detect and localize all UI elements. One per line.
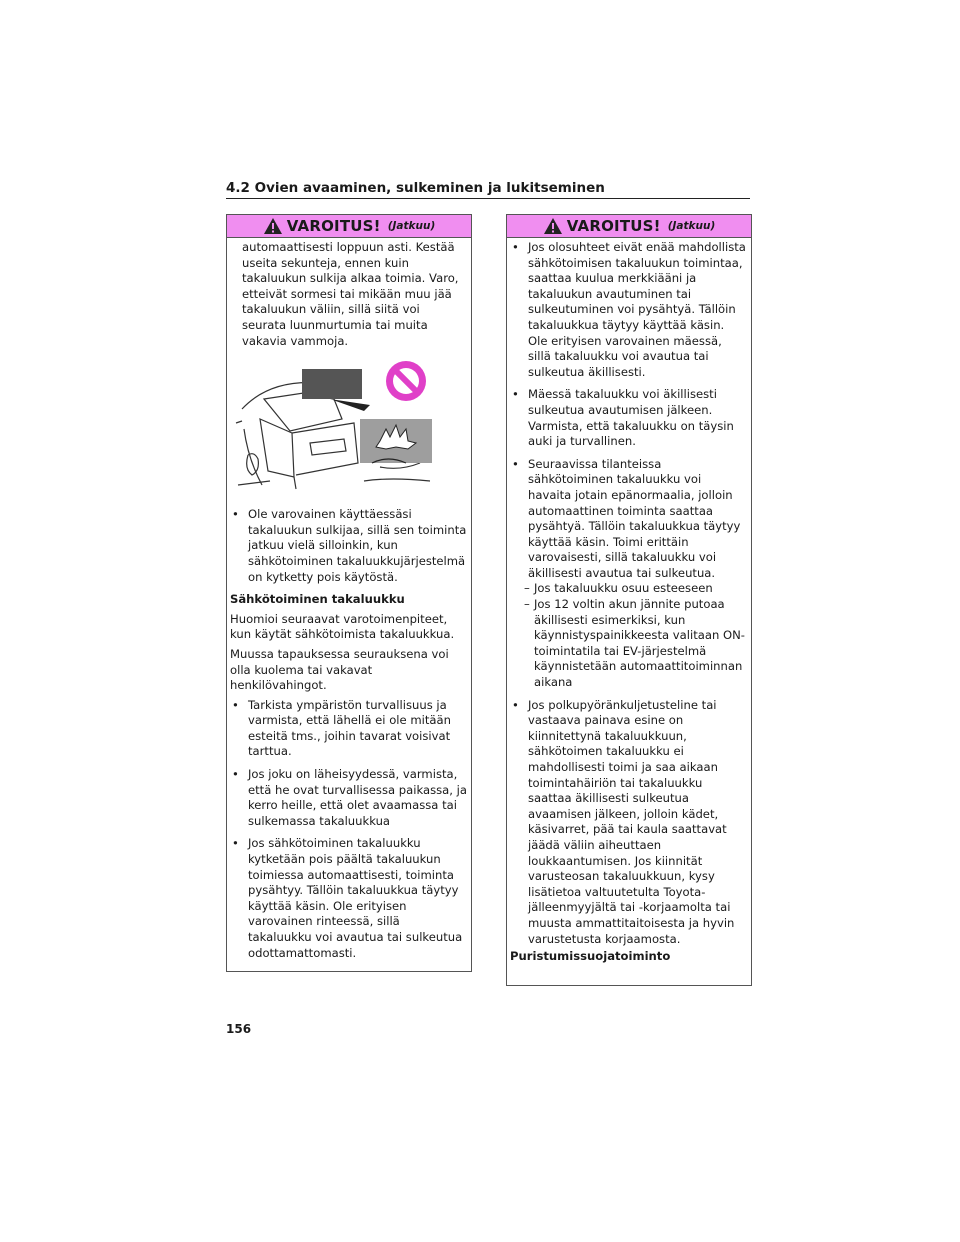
warning-title: VAROITUS! [566, 217, 661, 235]
right-bullet-3: • Seuraavissa tilanteissa sähkötoiminen takaluukku voi havaita jotain epänormaalia, jolloin automaattinen toiminta saattaa pysähtyä. Tällöin takaluukkua täytyy käyttää käsin. Toimi erittäin varovaisesti, sillä takaluukku voi äkillisesti avautua tai sulkeutua. [510, 457, 747, 582]
dash-item-2: – Jos 12 voltin akun jännite putoaa äkillisesti esimerkiksi, kun käynnistyspainikkeesta valitaan ON-toimintatila tai EV-järjestelmä käynnistetään automaattitoiminnan aikana [524, 597, 745, 690]
left-bullet-3: • Jos joku on läheisyydessä, varmista, että he ovat turvallisessa paikassa, ja kerro heille, että olet avaamassa tai sulkemassa takaluukkua [230, 767, 467, 829]
right-bullet-4: • Jos polkupyöränkuljetusteline tai vastaava painava esine on kiinnitettynä takaluukkuun, sähkötoimen takaluukku ei mahdollisesti toimi ja saa aikaan toimintahäiriön tai takaluukku saattaa äkillisesti sulkeutua avaamisen jälkeen, jolloin kädet, käsivarret, pää tai kaula saattavat jäädä väliin aiheuttaen loukkaantumisen. Jos kiinnität varusteosan takaluukkuun, kysy lisätietoa valtuutetulta Toyota-jälleenmyyjältä tai -korjaamolta tai muusta ammattitaitoisesta ja hyvin varustetusta korjaamosta. [510, 698, 747, 948]
warning-continued: (Jatkuu) [667, 220, 716, 232]
warning-triangle-icon [263, 217, 283, 235]
tailgate-drawing [230, 359, 466, 495]
intro-text: automaattisesti loppuun asti. Kestää useita sekunteja, ennen kuin takaluukun sulkija alkaa toimia. Varo, etteivät sormesi tai mikään muu jää takaluukun väliin, sillä siitä voi seurata luunmurtumia tai muita vakavia vammoja. [242, 240, 459, 348]
warning-header [227, 215, 471, 238]
dash-item-1: – Jos takaluukku osuu esteeseen [524, 581, 713, 596]
warning-continued: (Jatkuu) [387, 220, 436, 232]
dash-item-text: Jos 12 voltin akun jännite putoaa äkillisesti esimerkiksi, kun käynnistyspainikkeesta valitaan ON-toimintatila tai EV-järjestelmä käynnistetään automaattitoiminnan aikana [534, 597, 745, 690]
subheading-power-tailgate: Sähkötoiminen takaluukku [230, 592, 405, 607]
right-bullet-1: • Jos olosuhteet eivät enää mahdollista sähkötoimisen takaluukun toimintaa, saattaa kuulua merkkiääni ja takaluukun avautuminen tai sulkeutuminen voi pysähtyä. Tällöin takaluukkua täytyy käyttää käsin. Ole erityisen varovainen mäessä, sillä takaluukku voi avautua tai sulkeutua äkillisesti. [510, 240, 747, 380]
warning-header [507, 215, 751, 238]
right-bullet-2: • Mäessä takaluukku voi äkillisesti sulkeutua avautumisen jälkeen. Varmista, että takaluukku on täysin auki ja turvallinen. [510, 387, 747, 449]
tailgate-illustration [230, 359, 467, 495]
left-bullet-2: • Tarkista ympäristön turvallisuus ja varmista, että lähellä ei ole mitään esteitä tms., joihin tavarat voisivat tarttua. [230, 698, 467, 760]
subheading-pinch-protection: Puristumissuojatoiminto [510, 949, 671, 964]
dash-item-text: Jos takaluukku osuu esteeseen [534, 581, 713, 596]
warning-triangle-icon [543, 217, 563, 235]
warning-box-left [226, 214, 472, 972]
paragraph-consequence: Muussa tapauksessa seurauksena voi olla kuolema tai vakavat henkilövahingot. [230, 646, 449, 693]
page-number: 156 [226, 1022, 252, 1036]
left-bullet-1: • Ole varovainen käyttäessäsi takaluukun sulkijaa, sillä sen toiminta jatkuu vielä silloinkin, kun sähkötoiminen takaluukkujärjestelmä on kytketty pois käytöstä. [230, 507, 467, 585]
section-header: 4.2 Ovien avaaminen, sulkeminen ja lukitseminen [226, 180, 605, 196]
header-rule [226, 198, 750, 199]
left-bullet-4: • Jos sähkötoiminen takaluukku kytketään pois päältä takaluukun toimiessa automaattisesti, toiminta pysähtyy. Tällöin takaluukkua täytyy käyttää käsin. Ole erityisen varovainen rinteessä, sillä takaluukku voi avautua tai sulkeutua odottamattomasti. [230, 836, 467, 961]
warning-title: VAROITUS! [286, 217, 381, 235]
warning-box-right [506, 214, 752, 986]
paragraph-precautions: Huomioi seuraavat varotoimenpiteet, kun käytät sähkötoimista takaluukkua. [230, 611, 455, 642]
